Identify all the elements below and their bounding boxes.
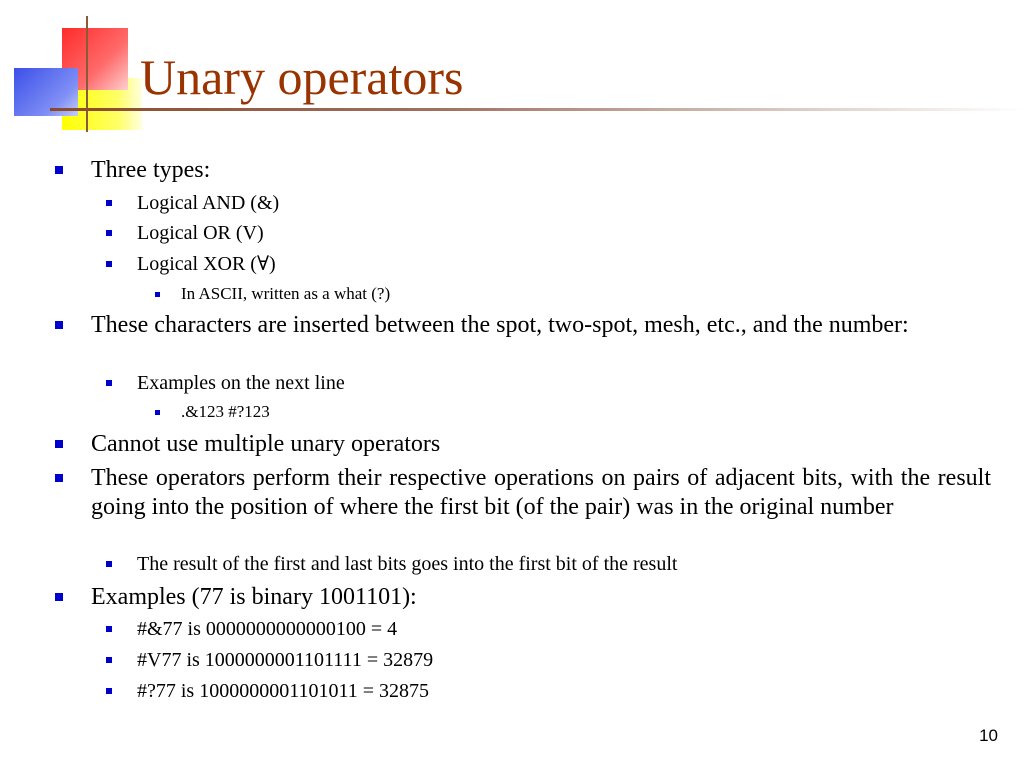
bullet-marker — [106, 380, 112, 386]
bullet-text: The result of the first and last bits goes into the first bit of the result — [137, 553, 678, 575]
bullet-marker — [55, 440, 63, 448]
bullet-logical-and — [137, 191, 997, 215]
bullet-marker — [106, 657, 112, 663]
bullet-no-multiple — [91, 430, 991, 459]
bullet-three-types — [91, 156, 991, 185]
bullet-marker — [106, 688, 112, 694]
bullet-ascii-note — [181, 284, 981, 304]
title-underline — [50, 108, 1024, 111]
bullet-marker — [55, 593, 63, 601]
bullet-examples-next-line — [137, 371, 997, 395]
bullet-logical-or — [137, 221, 997, 245]
bullet-marker — [106, 626, 112, 632]
bullet-marker — [55, 474, 63, 482]
bullet-marker — [155, 410, 160, 415]
bullet-marker — [55, 166, 63, 174]
bullet-first-last-bits — [137, 552, 997, 576]
bullet-text: #?77 is 1000000001101011 = 32875 — [137, 680, 430, 702]
bullet-marker — [55, 321, 63, 329]
bullet-text: #&77 is 0000000000000100 = 4 — [137, 618, 398, 640]
bullet-text: Cannot use multiple unary operators — [91, 431, 441, 457]
bullet-examples — [91, 583, 991, 612]
bullet-marker — [106, 561, 112, 567]
bullet-text: .&123 #?123 — [181, 402, 270, 421]
bullet-text: Examples on the next line — [137, 372, 345, 394]
bullet-text: Logical OR (V) — [137, 222, 264, 244]
bullet-example-codes — [181, 402, 981, 422]
bullet-inserted-characters — [91, 311, 991, 340]
bullet-example-and — [137, 617, 997, 641]
bullet-example-xor — [137, 679, 997, 703]
bullet-marker — [106, 200, 112, 206]
bullet-text: These operators perform their respective operations on pairs of adjacent bits, with the result going into the position of where the first bit (of the pair) was in the original number — [91, 465, 991, 520]
bullet-marker — [106, 230, 112, 236]
bullet-marker — [106, 261, 112, 267]
bullet-text: These characters are inserted between the spot, two-spot, mesh, etc., and the number: — [91, 312, 909, 338]
bullet-text: Logical XOR (∀) — [137, 253, 276, 275]
page-number: 10 — [979, 726, 998, 745]
decorative-vertical-line — [86, 16, 88, 132]
bullet-logical-xor — [137, 252, 997, 276]
bullet-text: In ASCII, written as a what (?) — [181, 284, 391, 303]
bullet-text: #V77 is 1000000001101111 = 32879 — [137, 649, 434, 671]
bullet-text: Examples (77 is binary 1001101): — [91, 584, 417, 610]
slide-title: Unary operators — [140, 49, 464, 105]
bullet-example-or — [137, 648, 997, 672]
bullet-text: Three types: — [91, 157, 211, 183]
bullet-marker — [155, 292, 160, 297]
bullet-text: Logical AND (&) — [137, 192, 280, 214]
bullet-operations-description — [91, 464, 991, 522]
